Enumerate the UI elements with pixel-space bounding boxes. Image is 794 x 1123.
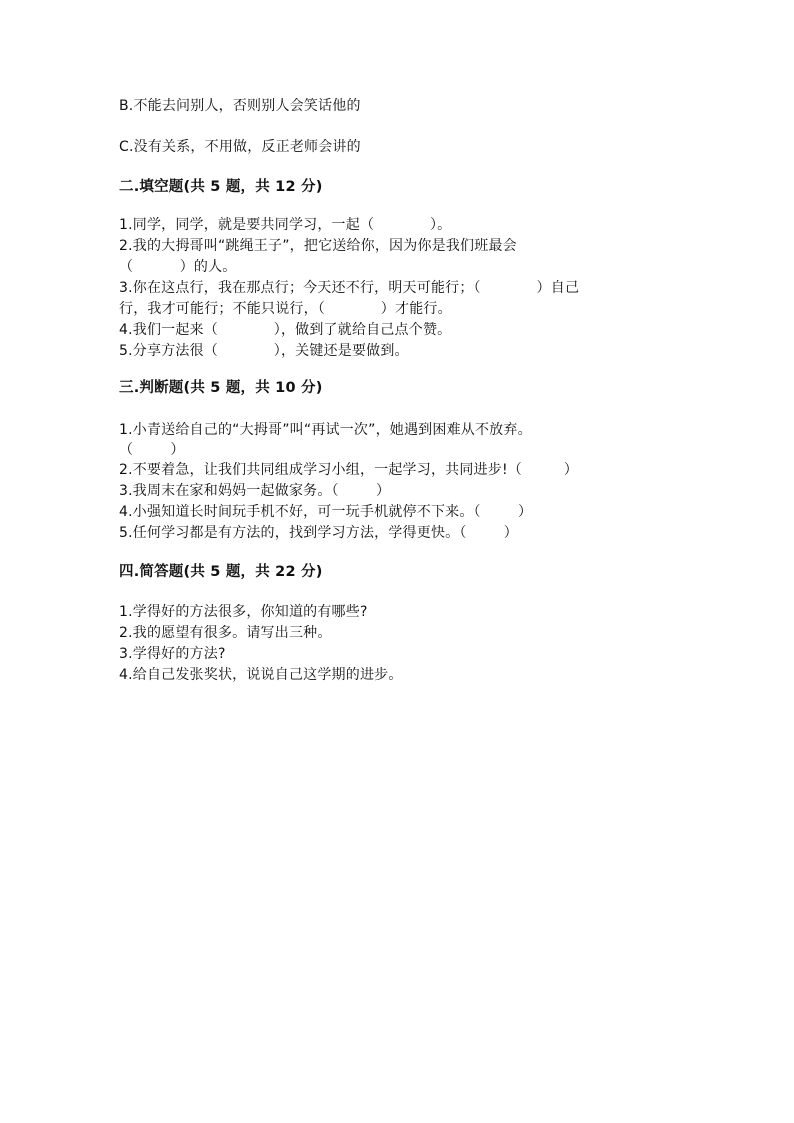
judge-line: 5.任何学习都是有方法的，找到学习方法，学得更快。（ ） <box>119 525 518 541</box>
fill-blank-line: 2.我的大拇哥叫“跳绳王子”，把它送给你，因为你是我们班最会 <box>119 238 517 254</box>
judge-line: 1.小青送给自己的“大拇哥”叫“再试一次”，她遇到困难从不放弃。 <box>119 422 532 438</box>
fill-blank-heading: 二.填空题(共 5 题，共 12 分) <box>119 179 323 195</box>
judge-line: （ ） <box>119 442 185 458</box>
judge-heading: 三.判断题(共 5 题，共 10 分) <box>119 380 323 396</box>
short-answer-line: 1.学得好的方法很多，你知道的有哪些? <box>119 604 368 620</box>
fill-blank-line: 行，我才可能行；不能只说行，（ ）才能行。 <box>119 301 452 317</box>
fill-blank-line: 4.我们一起来（ ），做到了就给自己点个赞。 <box>119 322 452 338</box>
short-answer-line: 2.我的愿望有很多。请写出三种。 <box>119 625 332 641</box>
fill-blank-line: 5.分享方法很（ ），关键还是要做到。 <box>119 343 409 359</box>
judge-line: 2.不要着急，让我们共同组成学习小组，一起学习，共同进步!（ ） <box>119 462 579 478</box>
fill-blank-line: 3.你在这点行，我在那点行；今天还不行，明天可能行；（ ）自己 <box>119 280 580 296</box>
short-answer-line: 3.学得好的方法? <box>119 646 226 662</box>
judge-line: 4.小强知道长时间玩手机不好，可一玩手机就停不下来。（ ） <box>119 504 533 520</box>
fill-blank-line: （ ）的人。 <box>119 259 237 275</box>
judge-line: 3.我周末在家和妈妈一起做家务。（ ） <box>119 483 391 499</box>
choice-option-c: C.没有关系，不用做，反正老师会讲的 <box>119 139 361 155</box>
short-answer-line: 4.给自己发张奖状，说说自己这学期的进步。 <box>119 667 403 683</box>
choice-option-b: B.不能去问别人，否则别人会笑话他的 <box>119 98 361 114</box>
fill-blank-line: 1.同学，同学，就是要共同学习，一起（ ）。 <box>119 217 452 233</box>
short-answer-heading: 四.简答题(共 5 题，共 22 分) <box>119 564 323 580</box>
